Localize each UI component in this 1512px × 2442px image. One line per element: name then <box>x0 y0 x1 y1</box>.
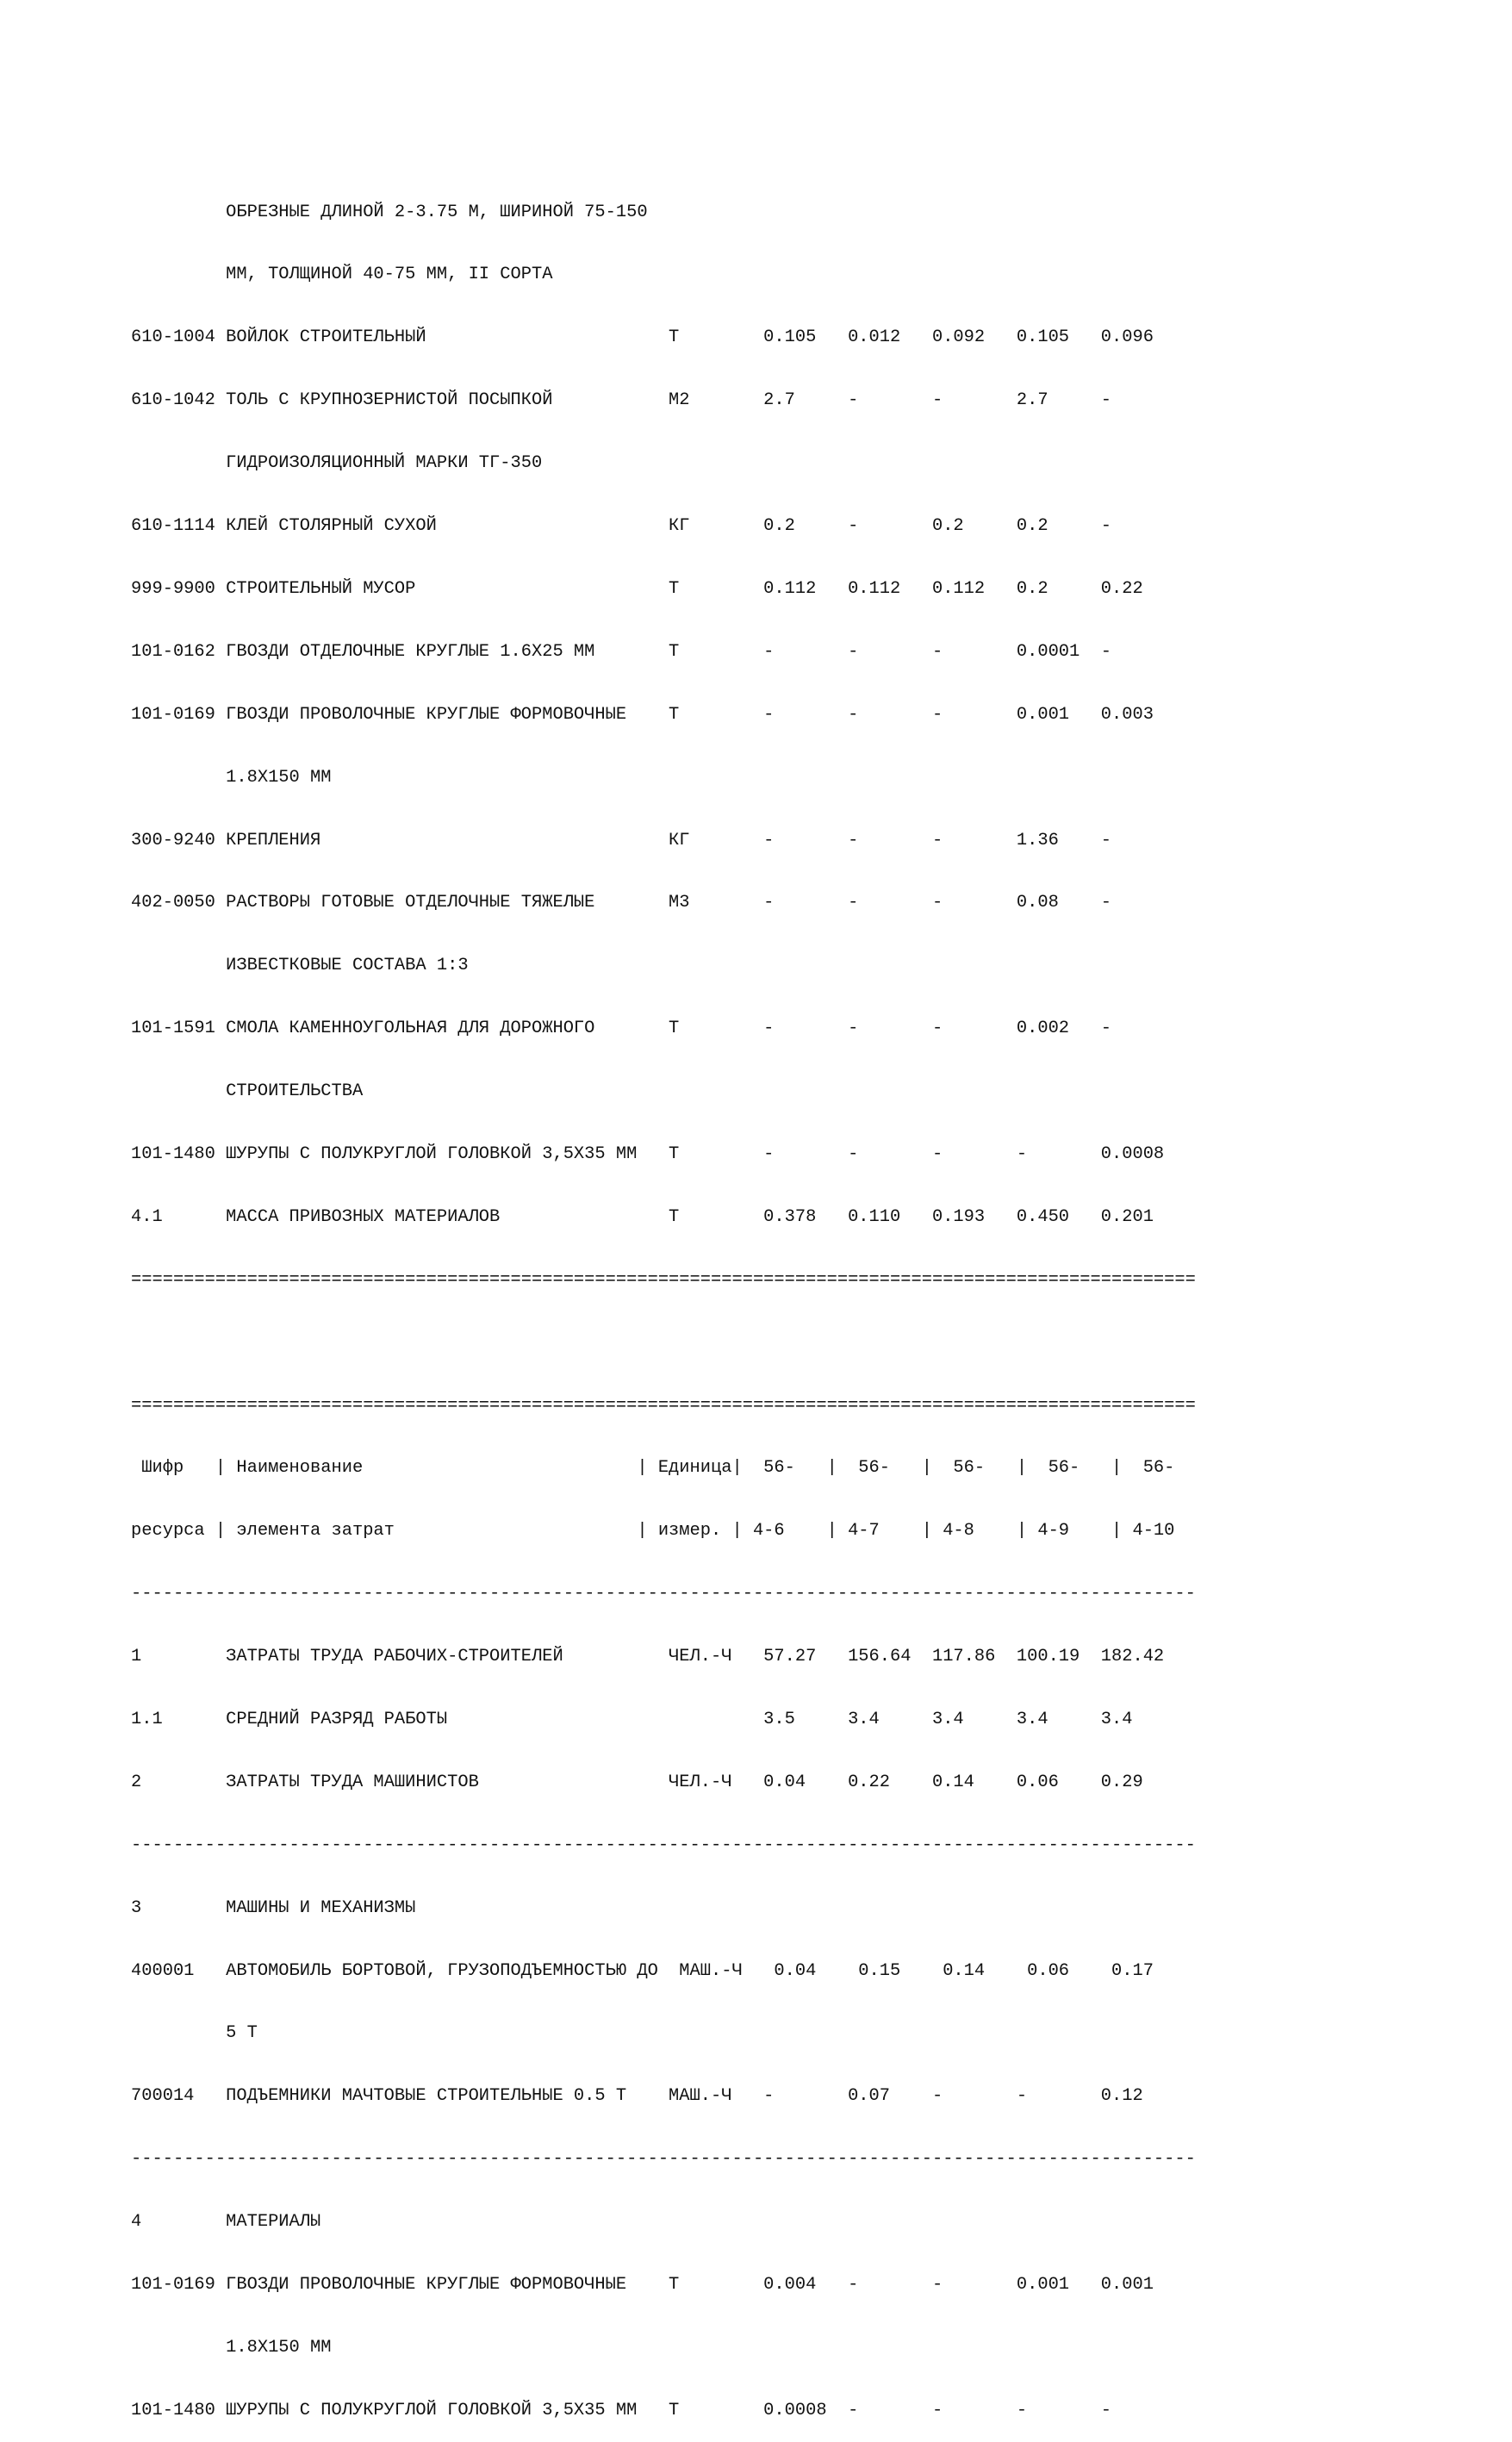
text-line: 101-1480 ШУРУПЫ С ПОЛУКРУГЛОЙ ГОЛОВКОЙ 3,5Х35 ММ Т - - - - 0.0008 <box>131 1143 1165 1164</box>
text-line: 2 ЗАТРАТЫ ТРУДА МАШИНИСТОВ ЧЕЛ.-Ч 0.04 0.22 0.14 0.06 0.29 <box>131 1772 1143 1792</box>
text-line: 400001 АВТОМОБИЛЬ БОРТОВОЙ, ГРУЗОПОДЪЕМНОСТЬЮ ДО МАШ.-Ч 0.04 0.15 0.14 0.06 0.17 <box>131 1960 1154 1981</box>
text-line: 1.8Х150 ММ <box>131 2337 332 2358</box>
text-line: ММ, ТОЛЩИНОЙ 40-75 ММ, II СОРТА <box>131 265 553 285</box>
single-rule: ----------------------------------------------------------------------------------------------------- <box>131 1584 1196 1604</box>
text-line: ИЗВЕСТКОВЫЕ СОСТАВА 1:3 <box>131 956 469 976</box>
table-header-line: ресурса | элемента затрат | измер. | 4-6 | 4-7 | 4-8 | 4-9 | 4-10 <box>131 1521 1175 1542</box>
text-line: ГИДРОИЗОЛЯЦИОННЫЙ МАРКИ ТГ-350 <box>131 453 543 474</box>
text-line: 610-1042 ТОЛЬ С КРУПНОЗЕРНИСТОЙ ПОСЫПКОЙ М2 2.7 - - 2.7 - <box>131 390 1111 411</box>
double-rule: ===================================================================================================== <box>131 1395 1196 1416</box>
text-line: 101-0169 ГВОЗДИ ПРОВОЛОЧНЫЕ КРУГЛЫЕ ФОРМОВОЧНЫЕ Т - - - 0.001 0.003 <box>131 704 1154 725</box>
single-rule: ----------------------------------------------------------------------------------------------------- <box>131 2149 1196 2170</box>
resource-listing <box>131 160 1196 2442</box>
text-line: 1.8Х150 ММ <box>131 767 332 788</box>
single-rule: ----------------------------------------------------------------------------------------------------- <box>131 1835 1196 1855</box>
text-line: 700014 ПОДЪЕМНИКИ МАЧТОВЫЕ СТРОИТЕЛЬНЫЕ 0.5 Т МАШ.-Ч - 0.07 - - 0.12 <box>131 2086 1143 2107</box>
text-line: 402-0050 РАСТВОРЫ ГОТОВЫЕ ОТДЕЛОЧНЫЕ ТЯЖЕЛЫЕ М3 - - - 0.08 - <box>131 893 1111 913</box>
section-heading: 3 МАШИНЫ И МЕХАНИЗМЫ <box>131 1897 416 1918</box>
text-line: 101-0162 ГВОЗДИ ОТДЕЛОЧНЫЕ КРУГЛЫЕ 1.6Х25 ММ Т - - - 0.0001 - <box>131 641 1111 662</box>
text-line: 101-1480 ШУРУПЫ С ПОЛУКРУГЛОЙ ГОЛОВКОЙ 3,5Х35 ММ Т 0.0008 - - - - <box>131 2400 1111 2420</box>
double-rule: ===================================================================================================== <box>131 1269 1196 1290</box>
table-header-line: Шифр | Наименование | Единица| 56- | 56- | 56- | 56- | 56- <box>131 1458 1175 1479</box>
total-mass-line: 4.1 МАССА ПРИВОЗНЫХ МАТЕРИАЛОВ Т 0.378 0.110 0.193 0.450 0.201 <box>131 1206 1154 1227</box>
text-line: 1 ЗАТРАТЫ ТРУДА РАБОЧИХ-СТРОИТЕЛЕЙ ЧЕЛ.-Ч 57.27 156.64 117.86 100.19 182.42 <box>131 1647 1165 1667</box>
text-line: 300-9240 КРЕПЛЕНИЯ КГ - - - 1.36 - <box>131 830 1111 850</box>
text-line: 101-0169 ГВОЗДИ ПРОВОЛОЧНЫЕ КРУГЛЫЕ ФОРМОВОЧНЫЕ Т 0.004 - - 0.001 0.001 <box>131 2274 1154 2295</box>
text-line: 999-9900 СТРОИТЕЛЬНЫЙ МУСОР Т 0.112 0.112 0.112 0.2 0.22 <box>131 578 1143 599</box>
text-line: 610-1004 ВОЙЛОК СТРОИТЕЛЬНЫЙ Т 0.105 0.012 0.092 0.105 0.096 <box>131 327 1154 348</box>
text-line: СТРОИТЕЛЬСТВА <box>131 1081 364 1102</box>
text-line: 5 Т <box>131 2023 258 2044</box>
text-line: 101-1591 СМОЛА КАМЕННОУГОЛЬНАЯ ДЛЯ ДОРОЖНОГО Т - - - 0.002 - <box>131 1019 1111 1039</box>
section-heading: 4 МАТЕРИАЛЫ <box>131 2212 321 2233</box>
blank-line <box>131 1333 1196 1354</box>
text-line: ОБРЕЗНЫЕ ДЛИНОЙ 2-3.75 М, ШИРИНОЙ 75-150 <box>131 202 648 222</box>
text-line: 1.1 СРЕДНИЙ РАЗРЯД РАБОТЫ 3.5 3.4 3.4 3.4 3.4 <box>131 1709 1133 1729</box>
text-line: 610-1114 КЛЕЙ СТОЛЯРНЫЙ СУХОЙ КГ 0.2 - 0.2 0.2 - <box>131 516 1111 537</box>
